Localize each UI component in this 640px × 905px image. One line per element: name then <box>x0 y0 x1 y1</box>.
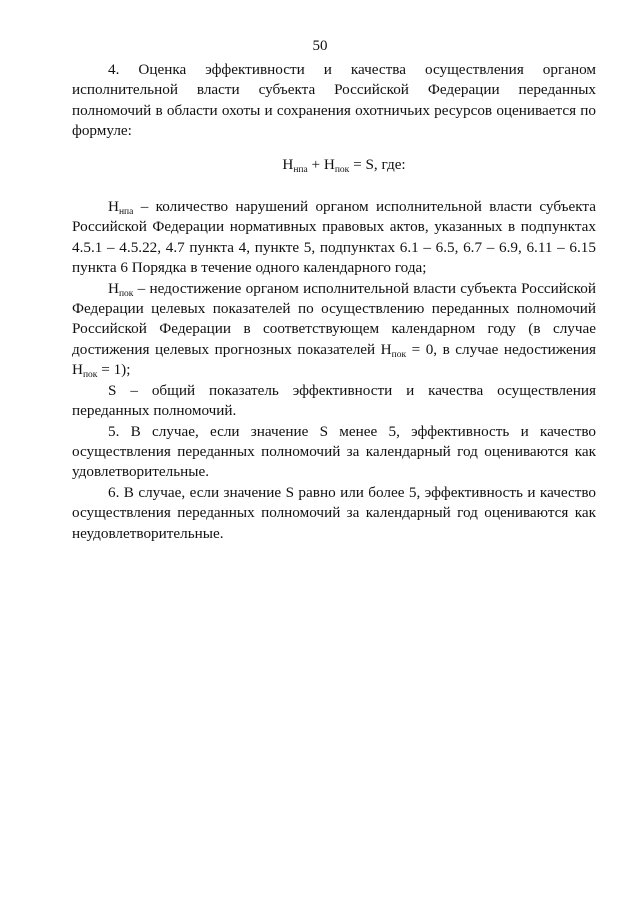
definition-npa-text: – количество нарушений органом исполнительной власти субъекта Российской Федерации нормативных правовых актов, указанных в подпунктах 4.5.1 – 4.5.22, 4.7 пункта 4, пункте 5, подпунктах 6.1 – 6.5, 6.7 – 6.9, 6.11 – 6.15 пункта 6 Порядка в течение одного календарного года; <box>72 198 596 277</box>
paragraph-4: 4. Оценка эффективности и качества осуществления органом исполнительной власти субъекта Российской Федерации переданных полномочий в области охоты и сохранения охотничьих ресурсов оценивается по формуле: <box>72 61 596 140</box>
definition-pok-sub-2: пок <box>391 349 407 360</box>
paragraph-6: 6. В случае, если значение S равно или более 5, эффективность и качество осуществления переданных полномочий за календарный год оцениваются как неудовлетворительные. <box>72 483 596 542</box>
definition-pok-sub: пок <box>118 288 134 299</box>
definition-pok-sub-3: пок <box>82 370 98 381</box>
definition-pok-symbol: Н <box>108 279 119 297</box>
definition-pok-text: – недостижение органом исполнительной власти субъекта Российской Федерации целевых показателей по осуществлению переданных полномочий Российской Федерации в соответствующем календарном году (в случае достижения целевых прогнозных показателей Н <box>72 279 596 358</box>
definition-pok-text-3: = 1); <box>97 361 131 379</box>
definition-npa <box>72 197 596 279</box>
definition-npa-sub: нпа <box>118 207 134 218</box>
definition-npa-symbol: Н <box>108 198 119 216</box>
formula-h2: Н <box>323 155 335 173</box>
page-number: 50 <box>312 38 328 54</box>
paragraph-5: 5. В случае, если значение S менее 5, эффективность и качество осуществления переданных полномочий за календарный год оцениваются как удовлетворительные. <box>72 422 596 481</box>
document-body <box>72 60 596 544</box>
formula-h1: Н <box>282 155 294 173</box>
formula-sub-npa: нпа <box>293 164 308 175</box>
formula-plus: + <box>307 155 324 173</box>
definition-s: S – общий показатель эффективности и качества осуществления переданных полномочий. <box>72 381 596 420</box>
formula-rest: = S, где: <box>349 155 406 173</box>
formula-sub-pok: пок <box>334 164 350 175</box>
definition-pok <box>72 279 596 381</box>
definition-pok-text-2: = 0, в случае недостижения Н <box>72 340 596 379</box>
formula <box>72 155 596 175</box>
